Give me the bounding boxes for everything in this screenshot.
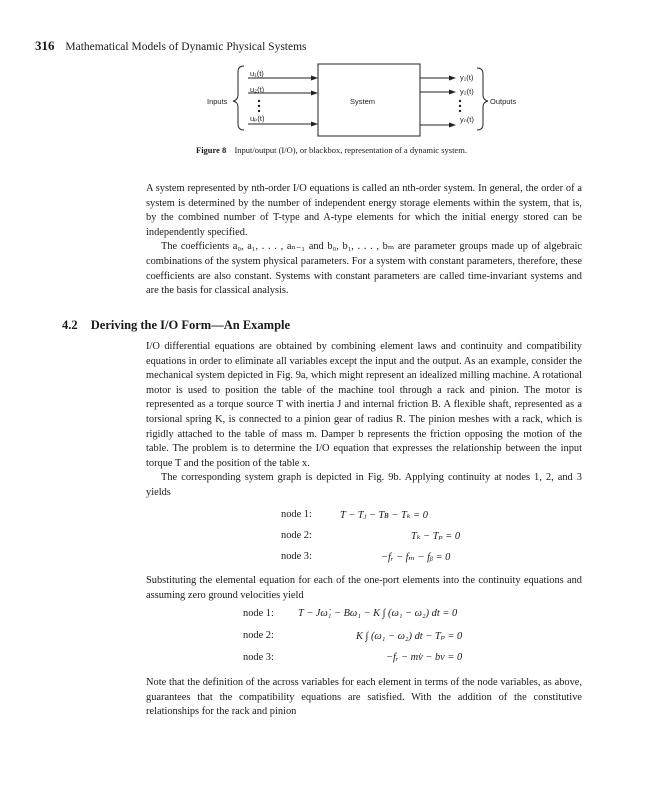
equation-label: node 3: [243,652,274,663]
equation-label: node 3: [281,551,312,562]
equation-label: node 1: [281,509,312,520]
input-signal-1: u₁(t) [250,69,264,78]
section-heading [62,318,290,333]
equation-label: node 1: [243,608,274,619]
input-ellipsis-dot [258,110,260,112]
inputs-brace [233,66,244,130]
paragraph-compatibility: Note that the definition of the across variables for each element in terms of the node variables, as above, guarantees that the compatibility equations are satisfied. With the addition of the constitutive relationships for the rack and pinion [146,677,582,718]
equation-continuity-node2: Tₖ − Tₚ = 0 [411,531,461,542]
substitution-text [146,574,582,603]
figure-number: Figure 8 [196,145,227,155]
paragraph-order: A system represented by nth-order I/O equations is called an nth-order system. In general, the order of a system is determined by the number of independent energy storage elements within the system, that is, by the combined number of T-type and A-type elements for which the initial energy stored can be independently specified. [146,183,582,238]
paragraph-substitution: Substituting the elemental equation for each of the one-port elements into the continuity equations and assuming zero ground velocities yield [146,575,582,601]
closing-text [146,676,582,720]
system-label: System [350,97,376,106]
intro-text [146,182,582,299]
equation-substituted-node1: T − Jω̇₁ − Bω₁ − K ∫ (ω₁ − ω₂) dt = 0 [298,608,458,619]
section-number: 4.2 [62,318,78,332]
running-title: Mathematical Models of Dynamic Physical Systems [65,41,307,53]
output-ellipsis-dot [459,110,461,112]
paragraph-example: I/O differential equations are obtained by combining element laws and continuity and compatibility equations in order to eliminate all variables except the input and the output. As an example, consider the mechanical system depicted in Fig. 9a, which might represent an idealized milling machine. A rotational motor is used to position the table of the machine tool through a rack and pinion. The motor is represented as a torque source T with inertia J and internal friction B. A flexible shaft, represented as a torsional spring K, is connected to a pinion gear of radius R. The pinion meshes with a rack, which is rigidly attached to the table of mass m. Damper b represents the friction opposing the motion of the table. The problem is to determine the I/O equation that expresses the relationship between the input torque T and the position of the table x. [146,341,582,469]
output-signal-n: yₙ(t) [460,115,474,124]
section-title: Deriving the I/O Form—An Example [90,318,291,332]
equation-continuity-node3: −fᵣ − fₘ − fᵦ = 0 [381,552,451,563]
section-text [146,340,582,501]
blackbox-diagram [0,0,647,160]
input-signal-p: uₚ(t) [250,114,265,123]
input-ellipsis-dot [258,105,260,107]
output-ellipsis-dot [459,105,461,107]
inputs-label: Inputs [207,97,228,106]
equation-label: node 2: [243,630,274,641]
outputs-brace [477,68,488,130]
input-signal-2: u₂(t) [250,85,265,94]
equation-substituted-node2: K ∫ (ω₁ − ω₂) dt − Tₚ = 0 [356,631,463,642]
figure-caption-text: Input/output (I/O), or blackbox, representation of a dynamic system. [234,145,467,155]
equation-substituted-node3: −fᵣ − mv̇ − bv = 0 [386,652,463,663]
page-number: 316 [35,38,55,53]
equation-continuity-node1: T − Tⱼ − Tʙ − Tₖ = 0 [340,510,428,521]
output-ellipsis-dot [459,100,461,102]
paragraph-graph: The corresponding system graph is depicted in Fig. 9b. Applying continuity at nodes 1, 2, and 3 yields [146,472,582,498]
outputs-label: Outputs [490,97,517,106]
input-ellipsis-dot [258,100,260,102]
equation-label: node 2: [281,530,312,541]
output-signal-2: y₂(t) [460,87,474,96]
figure-caption [196,145,467,155]
paragraph-coefficients: The coefficients a₀, a₁, . . . , aₙ₋₁ and b₀, b₁, . . . , bₘ are parameter groups made up of algebraic combinations of the system physical parameters. For a system with constant parameters, therefore, these coefficients are also constant. Systems with constant parameters are called time-invariant systems and are the basis for classical analysis. [146,241,582,297]
output-signal-1: y₁(t) [460,73,474,82]
